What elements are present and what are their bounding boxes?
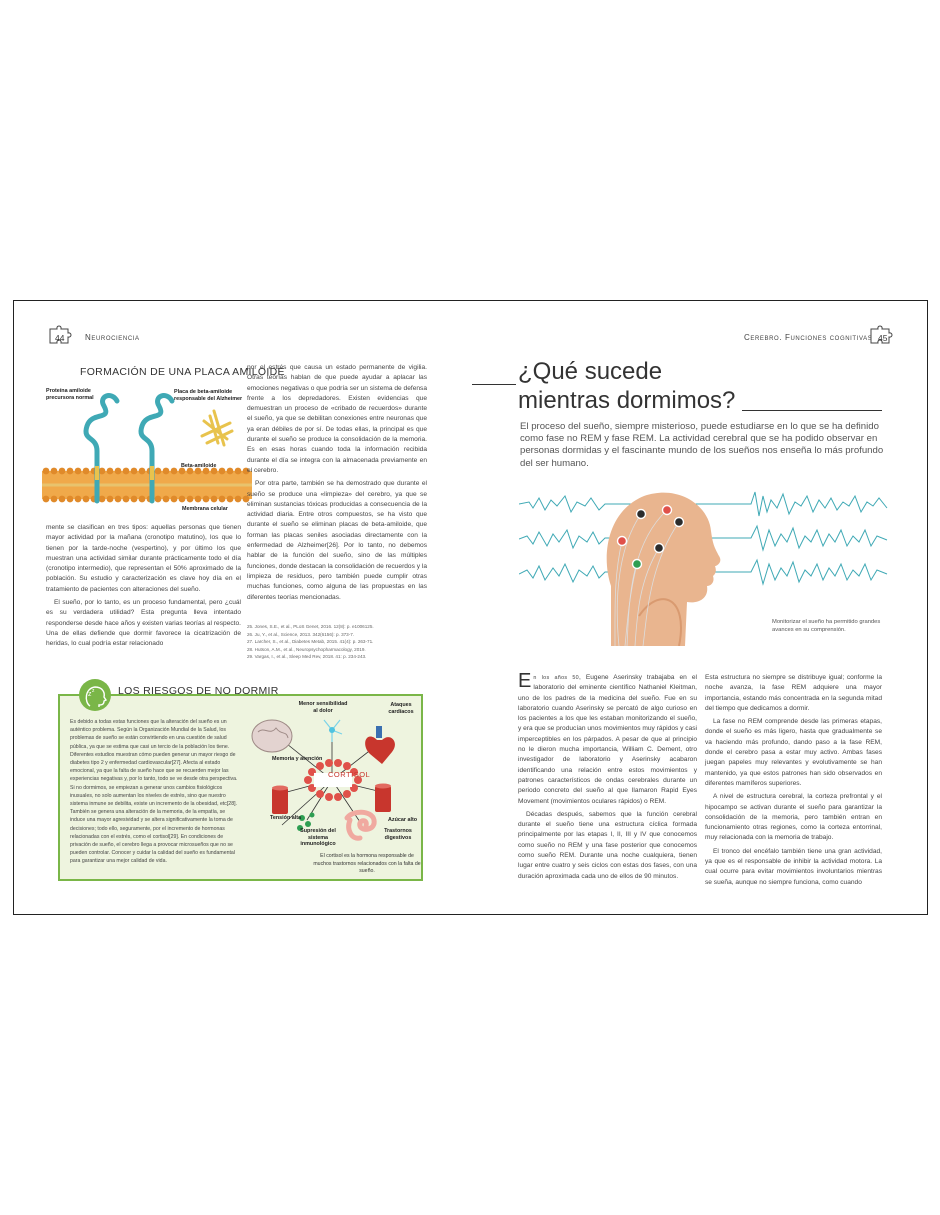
section-header-right: Cerebro. Funciones cognitivas: [744, 333, 873, 342]
box-title: LOS RIESGOS DE NO DORMIR: [118, 685, 279, 697]
reference: 26. Ju, Y., et al., Science, 2013. 342(6156): p. 373-7.: [247, 631, 355, 637]
section-header-left: Neurociencia: [85, 333, 140, 342]
paragraph: por el estrés que causa un estado permanente de vigilia. Otras teorías hablan de que puede ayudar a aplacar las emociones negativas o que podría ser un sistema de defensa frente a los depredadores. Existen evidencias que demuestran un proceso de «cribado de recuerdos» durante el sueño, ya que se debilitan conexiones entre neuronas que ya eran débiles de por sí. De todas ellas, la principal es que durante el sueño se produce la consolidación de la memoria. Es en esas horas cuando toda la información recibida durante el día se integra con la almacenada previamente en el cerebro.: [247, 364, 427, 474]
left-column-1: [46, 523, 241, 653]
page-number-right: 45: [878, 333, 888, 343]
sleep-head-icon: [78, 678, 112, 712]
image-caption: Monitorizar el sueño ha permitido grandes avances en su comprensión.: [772, 619, 881, 633]
label-sugar: Azúcar alto: [388, 817, 418, 823]
paragraph: El sueño, por lo tanto, es un proceso fundamental, pero ¿cuál es su verdadera utilidad? Esta pregunta lleva intentado responderse desde hace años y existen varias teorías al respecto. Una de ellas defiende que dormir favorece la cicatrización de heridas, lo cual podría estar relacionado: [46, 599, 241, 648]
box-text: Es debido a todas estas funciones que la alteración del sueño es un auténtico problema. Según la Organización Mundial de la Salud, los problemas de sueño se están convirtiendo en una cuestión de salud pública, ya que se estima que casi un tercio de la población los tiene. Diferentes estudios muestran cómo pueden generar un mayor riesgo de diabetes tipo 2 y enfermedad cardiovascular[27]. Afecta al estado emocional, ya que la falta de sueño hace que se recuerden mejor las experiencias negativas y, por lo tanto, todo se ve desde otra perspectiva. Si no dormimos, se empiezan a generar unos cambios fisiológicos inusuales, no solo aumentan los niveles de estrés, sino que nuestro sistema inmune se debilita, existe un incremento de la obesidad, etc[28]. También se genera una alteración de la memoria, de la empatía, se induce una mayor agresividad y se altera significativamente la toma de decisiones; todo ello, seguramente, por el incremento de hormonas relacionadas con el estrés, como el cortisol[29]. En condiciones de privación de sueño, el cerebro llega a provocar microsueños que no se pueden controlar. Conocer y cuidar la calidad del sueño es fundamental para garantizar una mejor calidad de vida.: [70, 719, 238, 865]
label-membrane: Membrana celular: [182, 506, 228, 512]
right-column-2: [705, 673, 882, 891]
title-rule-right: [742, 410, 882, 411]
drop-cap: E: [518, 670, 532, 692]
svg-text:z: z: [92, 688, 95, 694]
paragraph: La fase no REM comprende desde las primeras etapas, donde el sueño es más ligero, hasta que gradualmente se va haciendo más profundo, dando paso a la fase REM, donde el cerebro pasa a estar muy activo. Ambas fases juegan papeles muy relevantes y evolutivamente se han mantenido, ya que estos patrones han sido observados en diferentes mamíferos superiores.: [705, 718, 882, 787]
paragraph: mente se clasifican en tres tipos: aquellas personas que tienen mayor actividad por la mañana (cronotipo matutino), los que lo tienen por la tarde-noche (vespertino), y por último los que muestran una actividad similar durante prácticamente todo el día (cronotipo intermedio), que representan el 50% aproximado de la población. Su estudio y caracterización es clave hoy día en el tratamiento de pacientes con alteraciones del sueño.: [46, 524, 241, 593]
cortisol-label: CORTISOL: [328, 770, 371, 779]
paragraph: Por otra parte, también se ha demostrado que durante el sueño se produce una «limpieza» del cerebro, ya que se eliminan sustancias tóxicas producidas a consecuencia de la actividad diaria. Entre otros compuestos, se ha visto que durante el sueño se eliminan placas de beta-amiloide, que forman las placas seniles asociadas directamente con la enfermedad de Alzheimer[26]. Por lo tanto, no debemos hablar de la función del sueño, sino de las múltiples funciones, donde destacan la consolidación de recuerdos y la limpieza de residuos, pero también puede cumplir otras muchas funciones, como alguna de las propuestas en las diferentes teorías mencionadas.: [247, 480, 427, 601]
label-pressure: Tensión alta: [270, 815, 302, 821]
small-caps-intro: n los años 50: [533, 675, 579, 681]
svg-text:z: z: [88, 691, 92, 698]
label-plaque: Placa de beta-amiloide responsable del Alzheimer: [174, 389, 243, 402]
title-rule-left: [472, 384, 516, 385]
box-caption: El cortisol es la hormona responsable de muchos trastornos relacionados con la falta de sueño.: [313, 853, 421, 874]
label-digestive: Trastornos digestivos: [384, 828, 412, 841]
page-number-left: 44: [55, 333, 65, 343]
paragraph: Décadas después, sabemos que la función cerebral durante el sueño tiene una estructura cíclica formada principalmente por las etapas I, II, III y IV que conocemos como sueño no REM y una fase posterior que conocemos como sueño REM. Durante una noche cualquiera, tienen lugar entre cuatro y seis ciclos con estas dos fases, con una duración aproximada cada uno de ellos de 90 minutos.: [518, 810, 697, 880]
page-title-line-2: mientras dormimos?: [518, 387, 736, 414]
figure-title: FORMACIÓN DE UNA PLACA AMILOIDE: [80, 366, 285, 378]
paragraph: A nivel de estructura cerebral, la corteza prefrontal y el hipocampo se activan durante el sueño para garantizar la consolidación de la memoria, pero también entran en funcionamiento otras regiones, como la corteza entorrinal, muy relacionada con la memoria de trabajo.: [705, 793, 882, 842]
reference: 29. Vargas, I., et al., Sleep Med Rev, 2018. 41: p. 234-243.: [247, 654, 367, 659]
references: [247, 623, 427, 661]
label-memory: Memoria y atención: [272, 756, 323, 762]
sleep-risks-box: [58, 685, 423, 881]
paragraph: , Eugene Aserinsky trabajaba en el laboratorio del eminente científico Nathaniel Kleitman, uno de los padres de la medicina del sueño. Fue en su laboratorio cuando Aserinsky se percató de algo curioso en los pacientes a los que les estaban monitorizando el sueño, y era que se producían unos movimientos muy rápidos y casi imperceptibles en los párpados. A pesar de que al principio no le dieron mucha importancia, William C. Dement, otro investigador de laboratorio y Aserinsky acabaron identificando una relación entre estos movimientos y patrones característicos de ondas cerebrales durante un periodo concreto del sueño al que llamaron Rapid Eyes Movement (movimientos oculares rápidos) o REM.: [518, 674, 698, 805]
label-precursor: Proteína amiloide precursora normal: [46, 388, 94, 401]
reference: 28. Hutson, A.M., et al., Neuropsychopharmacology, 2019.: [247, 646, 366, 652]
reference: 25. Jones, S.E., et al., PLoS Genet, 2016. 12(8): p. e1006125.: [247, 624, 374, 629]
label-heart-attacks: Ataques cardíacos: [388, 702, 414, 715]
paragraph: El tronco del encéfalo también tiene una gran actividad, ya que es el responsable de inhibir la actividad motora. La cual ocurre para evitar movimientos involuntarios mientras se sueña, aunque no siempre funciona, como cuando: [705, 847, 882, 886]
book-spread: [13, 300, 928, 915]
right-column-1: [518, 670, 698, 885]
page-title-line-1: ¿Qué sucede: [518, 358, 663, 385]
paragraph: Esta estructura no siempre se distribuye igual; conforme la noche avanza, la fase REM adquiere una mayor importancia, estando más concentrada en la segunda mitad del tiempo que dedicamos a dormir.: [705, 674, 882, 712]
label-beta-amyloid: Beta-amiloide: [181, 463, 217, 469]
lead-paragraph: El proceso del sueño, siempre misterioso, puede estudiarse en lo que se ha definido como fase no REM y fase REM. La actividad cerebral que se ha podido observar en personas dormidas y el fascinante mundo de los sueños nos enseña lo más profundo del ser humano.: [520, 421, 884, 469]
label-immune: Supresión del sistema inmunológico: [300, 828, 336, 847]
left-column-2: [247, 363, 427, 606]
reference: 27. Larcher, S., et al., Diabetes Metab, 2015. 41(4): p. 263-71.: [247, 639, 374, 644]
label-pain: Menor sensibilidad al dolor: [298, 701, 348, 714]
